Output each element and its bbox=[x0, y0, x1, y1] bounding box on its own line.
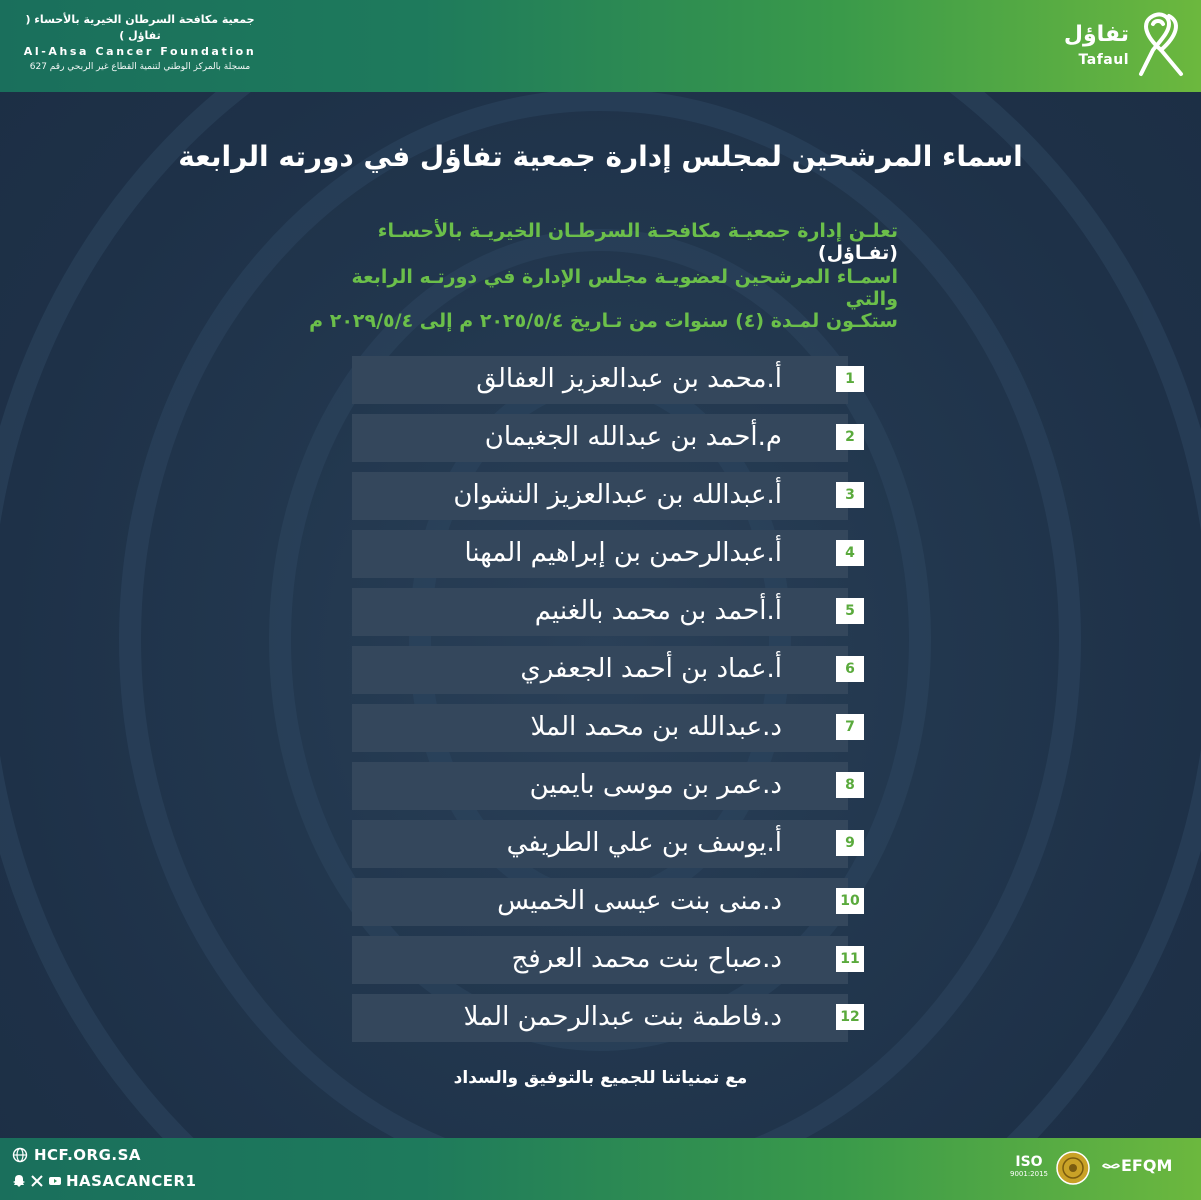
org-registration: مسجلة بالمركز الوطني لتنمية القطاع غير الربحي رقم 627 bbox=[29, 62, 251, 72]
seal-icon bbox=[1055, 1150, 1091, 1186]
iso-badge bbox=[1009, 1154, 1049, 1178]
x-icon bbox=[30, 1174, 44, 1188]
social-links[interactable] bbox=[12, 1172, 197, 1190]
candidate-name: أ.عماد بن أحمد الجعفري bbox=[520, 654, 782, 684]
list-item bbox=[352, 356, 868, 404]
candidate-number: 1 bbox=[836, 366, 864, 392]
candidate-name: د.فاطمة بنت عبدالرحمن الملا bbox=[463, 1002, 782, 1032]
list-item bbox=[352, 704, 868, 752]
candidate-number: 5 bbox=[836, 598, 864, 624]
candidate-number: 11 bbox=[836, 946, 864, 972]
candidate-name: د.صباح بنت محمد العرفج bbox=[511, 944, 782, 974]
candidate-number: 12 bbox=[836, 1004, 864, 1030]
header-band bbox=[0, 0, 1201, 92]
org-name-ar: جمعية مكافحة السرطان الخيرية بالأحساء ( تفاؤل ) bbox=[25, 13, 255, 42]
list-item bbox=[352, 936, 868, 984]
list-item bbox=[352, 762, 868, 810]
efqm-logo-icon bbox=[1101, 1160, 1121, 1172]
footer-band bbox=[0, 1138, 1201, 1200]
social-handle: HASACANCER1 bbox=[66, 1172, 197, 1190]
list-item bbox=[352, 646, 868, 694]
candidate-number: 9 bbox=[836, 830, 864, 856]
page-title: اسماء المرشحين لمجلس إدارة جمعية تفاؤل في دورته الرابعة bbox=[178, 140, 1023, 173]
intro-highlight: (تفـاؤل) bbox=[817, 242, 898, 264]
org-name-en: Al-Ahsa Cancer Foundation bbox=[23, 45, 257, 58]
candidate-name: أ.محمد بن عبدالعزيز العفالق bbox=[476, 364, 782, 394]
website-text: HCF.ORG.SA bbox=[34, 1146, 142, 1164]
intro-line-3: ستكـون لمـدة (٤) سنوات من تـاريخ ٢٠٢٥/٥/٤ م إلى ٢٠٢٩/٥/٤ م bbox=[309, 310, 898, 332]
logo-text-en: Tafaul bbox=[1078, 52, 1129, 68]
candidate-name: د.عبدالله بن محمد الملا bbox=[530, 712, 782, 742]
list-item bbox=[352, 472, 868, 520]
candidate-name: أ.عبدالله بن عبدالعزيز النشوان bbox=[453, 480, 782, 510]
globe-icon bbox=[12, 1147, 28, 1163]
closing-message: مع تمنياتنا للجميع بالتوفيق والسداد bbox=[453, 1068, 748, 1088]
list-item bbox=[352, 994, 868, 1042]
candidate-number: 7 bbox=[836, 714, 864, 740]
org-info bbox=[14, 12, 266, 74]
iso-code: 9001:2015 bbox=[1010, 1170, 1048, 1178]
tafaul-logo bbox=[1061, 10, 1191, 84]
candidate-number: 3 bbox=[836, 482, 864, 508]
candidate-name: أ.أحمد بن محمد بالغنيم bbox=[534, 596, 782, 626]
candidate-number: 8 bbox=[836, 772, 864, 798]
logo-text-ar: تفاؤل bbox=[1063, 22, 1129, 47]
intro-line-1 bbox=[298, 220, 898, 264]
certification-badges bbox=[1009, 1148, 1189, 1192]
iso-label: ISO bbox=[1015, 1154, 1043, 1170]
ribbon-icon bbox=[1131, 10, 1191, 82]
youtube-icon bbox=[48, 1174, 62, 1188]
candidate-name: أ.يوسف بن علي الطريفي bbox=[506, 828, 782, 858]
candidate-name: أ.عبدالرحمن بن إبراهيم المهنا bbox=[464, 538, 782, 568]
candidate-number: 2 bbox=[836, 424, 864, 450]
intro-text: تعلـن إدارة جمعيـة مكافحـة السرطـان الخيريـة بالأحسـاء bbox=[377, 220, 898, 242]
candidate-name: د.عمر بن موسى بايمين bbox=[529, 770, 782, 800]
candidate-number: 4 bbox=[836, 540, 864, 566]
list-item bbox=[352, 878, 868, 926]
list-item bbox=[352, 588, 868, 636]
candidate-number: 6 bbox=[836, 656, 864, 682]
snapchat-icon bbox=[12, 1174, 26, 1188]
list-item bbox=[352, 414, 868, 462]
intro-line-2: اسمـاء المرشحين لعضويـة مجلس الإدارة في دورتـه الرابعة والتي bbox=[351, 266, 898, 310]
candidate-number: 10 bbox=[836, 888, 864, 914]
candidate-name: د.منى بنت عيسى الخميس bbox=[497, 886, 782, 916]
list-item bbox=[352, 530, 868, 578]
candidate-name: م.أحمد بن عبدالله الجغيمان bbox=[484, 422, 782, 452]
website-link[interactable] bbox=[12, 1146, 141, 1164]
efqm-label: EFQM bbox=[1121, 1156, 1173, 1175]
efqm-badge bbox=[1101, 1156, 1172, 1175]
list-item bbox=[352, 820, 868, 868]
